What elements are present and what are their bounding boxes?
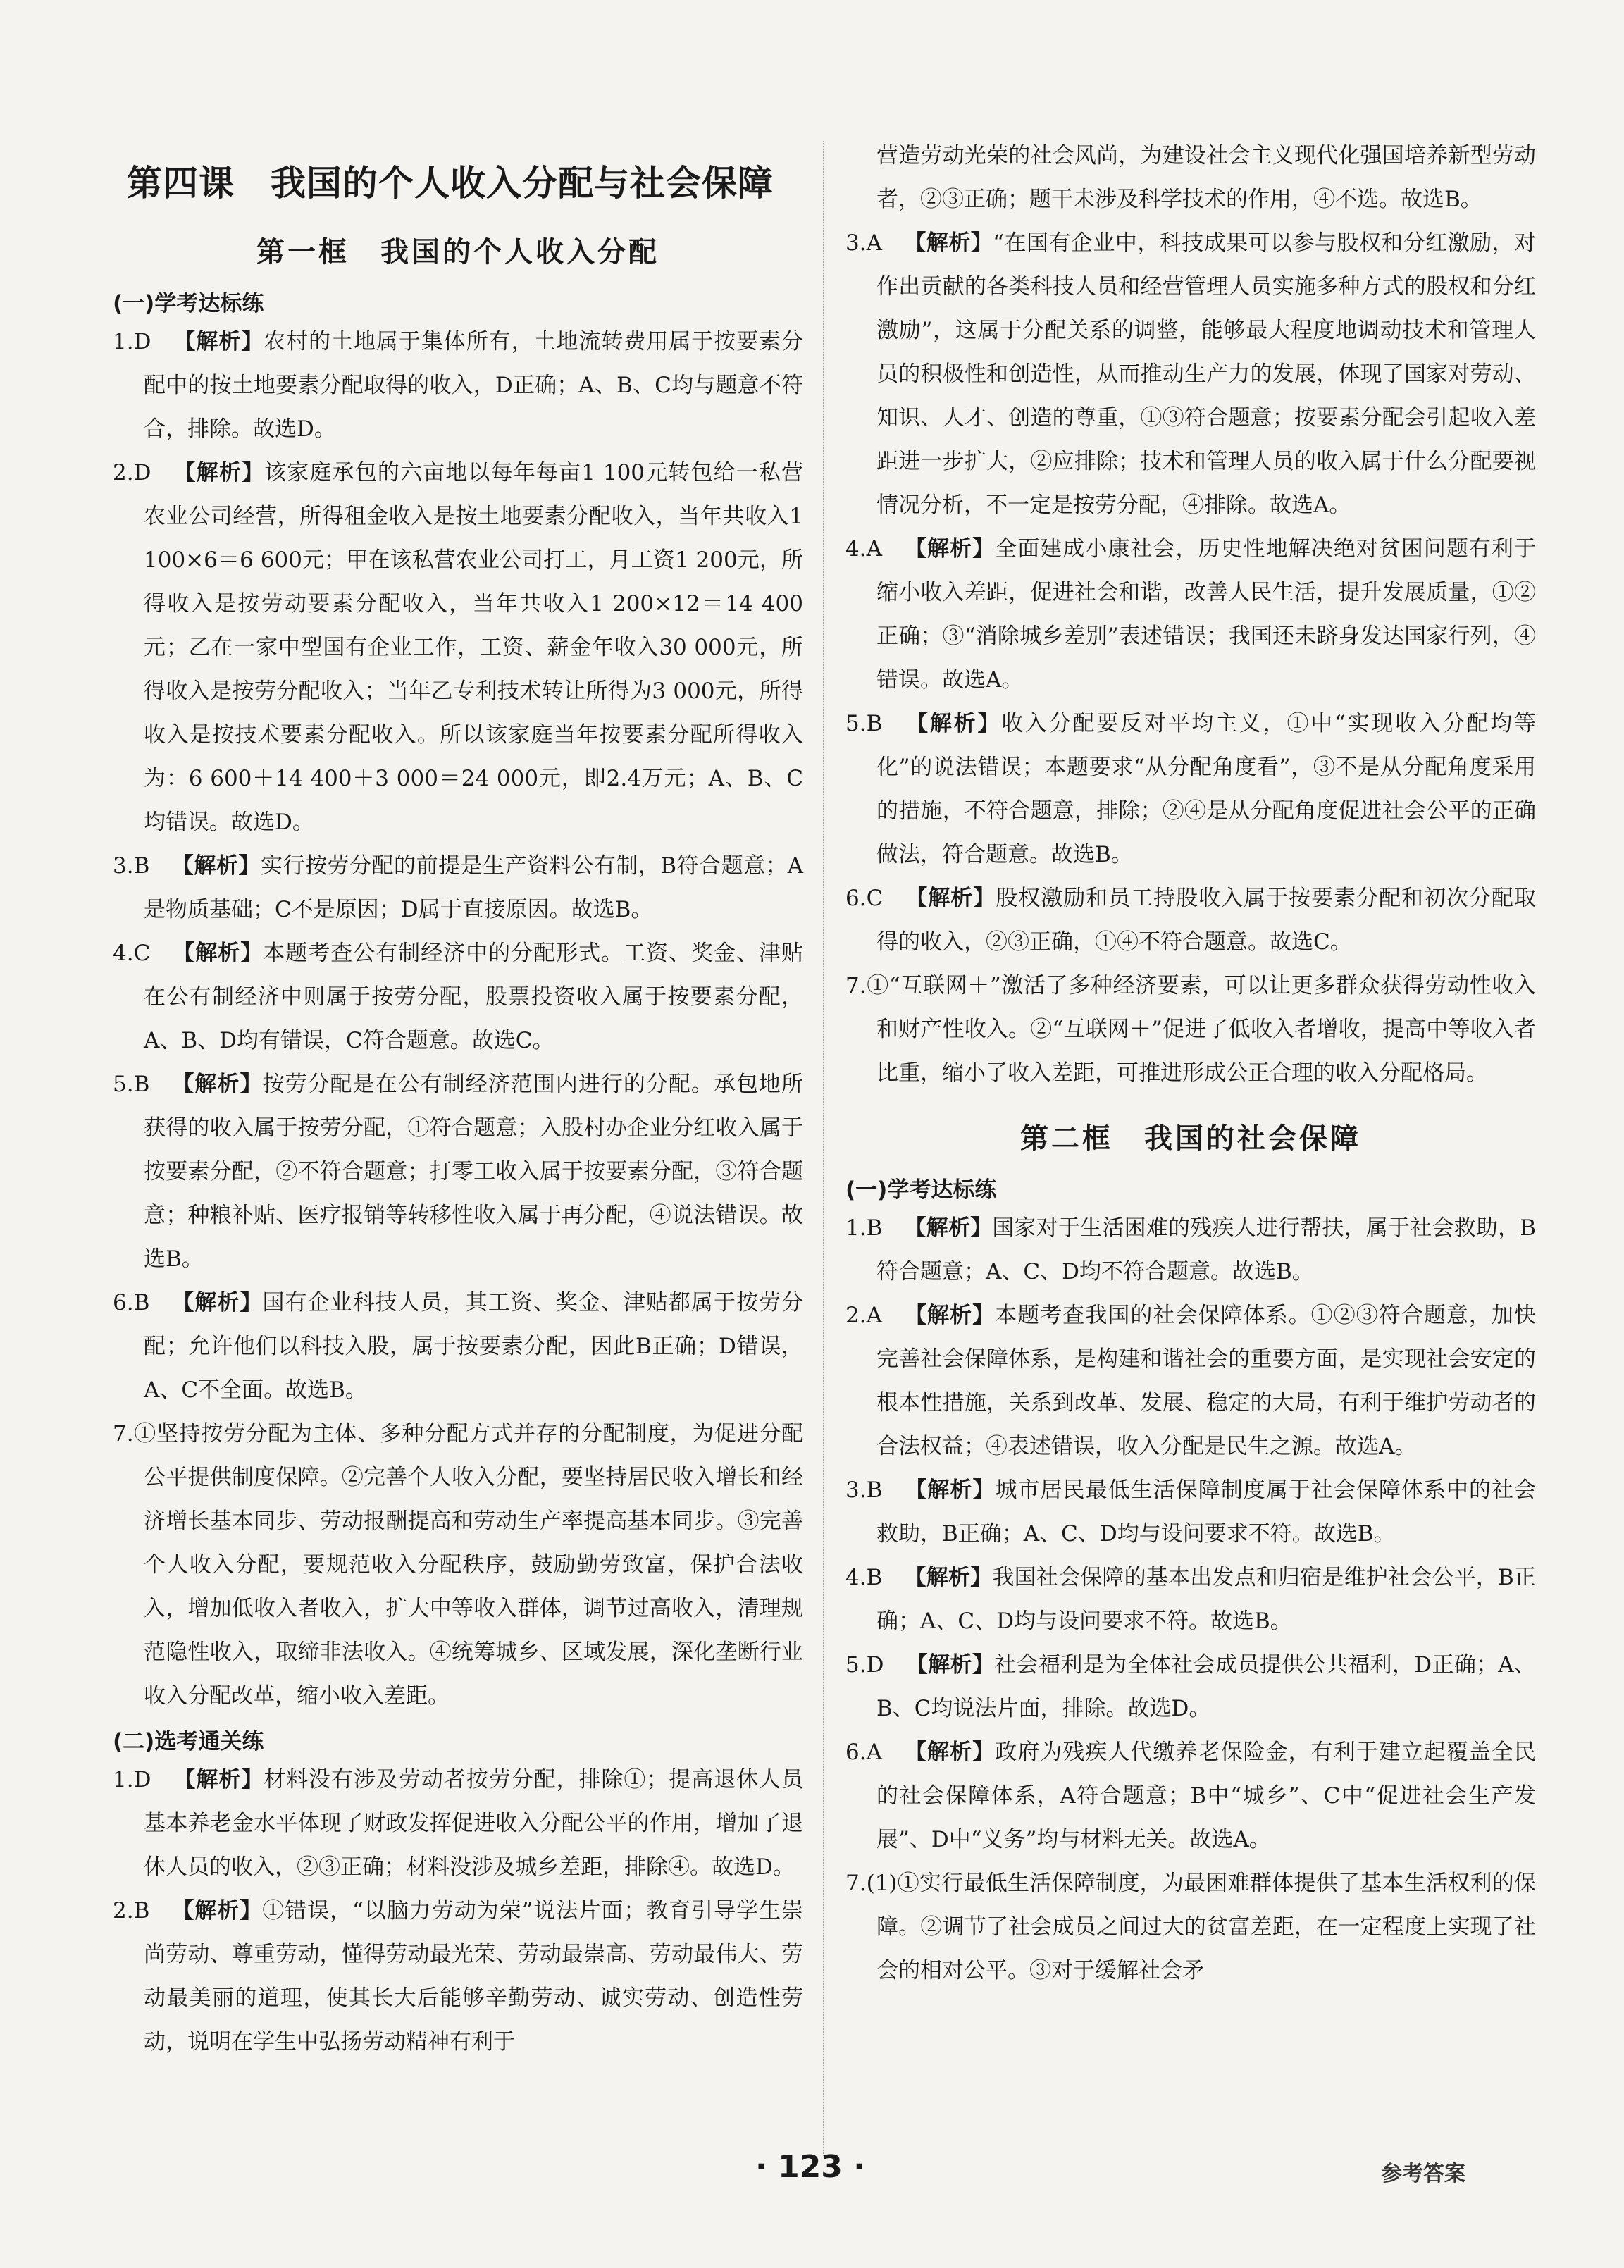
answer-text: 社会福利是为全体社会成员提供公共福利，D正确；A、B、C均说法片面，排除。故选D。 — [876, 1652, 1536, 1721]
lesson-title: 第四课 我国的个人收入分配与社会保障 — [127, 163, 774, 204]
jiexi-label: 【解析】 — [173, 460, 265, 485]
answer-item — [845, 527, 1536, 702]
answer-item — [845, 221, 1536, 527]
answer-number: 3.B — [845, 1477, 905, 1503]
answer-item — [845, 702, 1536, 876]
answer-item — [113, 1412, 803, 1718]
jiexi-label: 【解析】 — [905, 1652, 995, 1678]
answer-number: 3.A — [845, 230, 904, 256]
answer-item — [113, 931, 803, 1062]
frame2-sec1-list — [845, 1206, 1536, 1993]
frame1-sec2-head: (二)选考通关练 — [113, 1729, 264, 1754]
jiexi-label: 【解析】 — [905, 886, 996, 911]
answer-item — [845, 1643, 1536, 1730]
jiexi-label: 【解析】 — [171, 1898, 263, 1923]
answer-number: 7. — [845, 1871, 867, 1896]
jiexi-label: 【解析】 — [903, 1303, 996, 1328]
page-number: · 123 · — [755, 2149, 865, 2185]
answer-number: 1.D — [113, 329, 173, 354]
answer-number: 5.B — [113, 1072, 172, 1097]
answer-item — [845, 964, 1536, 1095]
answer-text: 我国社会保障的基本出发点和归宿是维护社会公平，B正确；A、C、D均与设问要求不符。故选B。 — [876, 1565, 1537, 1634]
answer-text: 该家庭承包的六亩地以每年每亩1 100元转包给一私营农业公司经营，所得租金收入是按土地要素分配收入，当年共收入1 100×6＝6 600元；甲在该私营农业公司打工，月工资1 200元，所得收入是按劳动要素分配收入，当年共收入1 200×12＝14 400元；乙在一家中型国有企业工作，工资、薪金年收入30 000元，所得收入是按劳分配收入；当年乙专利技术转让所得为3 000元，所得收入是按技术要素分配收入。所以该家庭当年按要素分配所得收入为：6 600＋14 400＋3 000＝24 000元，即2.4万元；A、B、C均错误。故选D。 — [144, 460, 804, 835]
answer-text: 股权激励和员工持股收入属于按要素分配和初次分配取得的收入，②③正确，①④不符合题意。故选C。 — [876, 886, 1537, 955]
answer-number: 4.B — [845, 1565, 905, 1590]
answer-text: 国有企业科技人员，其工资、奖金、津贴都属于按劳分配；允许他们以科技入股，属于按要素分配，因此B正确；D错误，A、C不全面。故选B。 — [144, 1290, 804, 1403]
answer-text: 按劳分配是在公有制经济范围内进行的分配。承包地所获得的收入属于按劳分配，①符合题意；入股村办企业分红收入属于按要素分配，②不符合题意；打零工收入属于按要素分配，③符合题意；种粮补贴、医疗报销等转移性收入属于再分配，④说法错误。故选B。 — [144, 1072, 804, 1272]
answer-text: (1)①实行最低生活保障制度，为最困难群体提供了基本生活权利的保障。②调节了社会成员之间过大的贫富差距，在一定程度上实现了社会的相对公平。③对于缓解社会矛 — [866, 1871, 1536, 1983]
frame2-title: 第二框 我国的社会保障 — [1020, 1122, 1361, 1155]
answer-number: 1.D — [113, 1767, 173, 1792]
jiexi-label: 【解析】 — [171, 1290, 263, 1315]
answer-item — [845, 1206, 1536, 1294]
answer-text: 农村的土地属于集体所有，土地流转费用属于按要素分配中的按土地要素分配取得的收入，D正确；A、B、C均与题意不符合，排除。故选D。 — [144, 329, 804, 442]
answer-item — [845, 1730, 1536, 1861]
jiexi-label: 【解析】 — [173, 1767, 264, 1792]
answer-item — [845, 1556, 1536, 1643]
column-divider — [823, 141, 824, 2156]
answer-item — [113, 320, 803, 451]
answer-number: 5.B — [845, 711, 905, 736]
answer-number: 5.D — [845, 1652, 906, 1678]
answer-text: ①错误，“以脑力劳动为荣”说法片面；教育引导学生崇尚劳动、尊重劳动，懂得劳动最光荣、劳动最崇高、劳动最伟大、劳动最美丽的道理，使其长大后能够辛勤劳动、诚实劳动、创造性劳动，说明在学生中弘扬劳动精神有利于 — [144, 1898, 804, 2055]
frame1-sec1-head: (一)学考达标练 — [113, 291, 264, 316]
answer-text: ①坚持按劳分配为主体、多种分配方式并存的分配制度，为促进分配公平提供制度保障。②完善个人收入分配，要坚持居民收入增长和经济增长基本同步、劳动报酬提高和劳动生产率提高基本同步。③完善个人收入分配，要规范收入分配秩序，鼓励勤劳致富，保护合法收入，增加低收入者收入，扩大中等收入群体，调节过高收入，清理规范隐性收入，取缔非法收入。④统筹城乡、区域发展，深化垄断行业收入分配改革，缩小收入差距。 — [133, 1421, 803, 1709]
jiexi-label: 【解析】 — [173, 329, 264, 354]
answer-number: 1.B — [845, 1215, 905, 1241]
answer-text: 全面建成小康社会，历史性地解决绝对贫困问题有利于缩小收入差距，促进社会和谐，改善人民生活，提升发展质量，①②正确；③“消除城乡差别”表述错误；我国还未跻身发达国家行列，④错误。故选A。 — [876, 536, 1537, 693]
jiexi-label: 【解析】 — [904, 1565, 993, 1590]
answer-number: 4.A — [845, 536, 904, 562]
jiexi-label: 【解析】 — [904, 1477, 996, 1503]
answer-number: 7. — [845, 973, 867, 998]
jiexi-label: 【解析】 — [903, 230, 993, 256]
answer-item — [845, 1294, 1536, 1468]
answer-item — [113, 1889, 803, 2064]
answer-number: 6.C — [845, 886, 905, 911]
answer-number: 6.A — [845, 1740, 904, 1765]
answer-text: 营造劳动光荣的社会风尚，为建设社会主义现代化强国培养新型劳动者，②③正确；题干未涉及科学技术的作用，④不选。故选B。 — [876, 143, 1536, 212]
answer-item — [845, 134, 1536, 221]
answer-text: 政府为残疾人代缴养老保险金，有利于建立起覆盖全民的社会保障体系，A符合题意；B中“城乡”、C中“促进社会生产发展”、D中“义务”均与材料无关。故选A。 — [876, 1740, 1537, 1852]
answer-text: “在国有企业中，科技成果可以参与股权和分红激励，对作出贡献的各类科技人员和经营管理人员实施多种方式的股权和分红激励”，这属于分配关系的调整，能够最大程度地调动技术和管理人员的积极性和创造性，从而推动生产力的发展，体现了国家对劳动、知识、人才、创造的尊重，①③符合题意；按要素分配会引起收入差距进一步扩大，②应排除；技术和管理人员的收入属于什么分配要视情况分析，不一定是按劳分配，④排除。故选A。 — [876, 230, 1536, 518]
answer-item — [113, 451, 803, 844]
answer-number: 2.B — [113, 1898, 172, 1923]
answer-text: ①“互联网＋”激活了多种经济要素，可以让更多群众获得劳动性收入和财产性收入。②“互联网＋”促进了低收入者增收，提高中等收入者比重，缩小了收入差距，可推进形成公正合理的收入分配格局。 — [866, 973, 1536, 1086]
answer-item — [113, 1062, 803, 1281]
frame1-sec2-list-right — [845, 134, 1536, 1095]
answer-number: 6.B — [113, 1290, 172, 1315]
answer-text: 国家对于生活困难的残疾人进行帮扶，属于社会救助，B符合题意；A、C、D均不符合题意。故选B。 — [876, 1215, 1537, 1284]
jiexi-label: 【解析】 — [903, 536, 996, 562]
answer-number: 4.C — [113, 941, 173, 966]
footer-label: 参考答案 — [1381, 2162, 1465, 2186]
answer-number: 2.D — [113, 460, 173, 485]
jiexi-label: 【解析】 — [904, 711, 1002, 736]
right-column — [845, 134, 1536, 1993]
answer-item — [845, 1861, 1536, 1993]
answer-item — [113, 1281, 803, 1412]
answer-text: 本题考查公有制经济中的分配形式。工资、奖金、津贴在公有制经济中则属于按劳分配，股票投资收入属于按要素分配，A、B、D均有错误，C符合题意。故选C。 — [144, 941, 804, 1053]
answer-text: 实行按劳分配的前提是生产资料公有制，B符合题意；A是物质基础；C不是原因；D属于直接原因。故选B。 — [144, 853, 804, 922]
answer-text: 材料没有涉及劳动者按劳分配，排除①；提高退休人员基本养老金水平体现了财政发挥促进收入分配公平的作用，增加了退休人员的收入，②③正确；材料没涉及城乡差距，排除④。故选D。 — [144, 1767, 804, 1880]
answer-text: 本题考查我国的社会保障体系。①②③符合题意，加快完善社会保障体系，是构建和谐社会的重要方面，是实现社会安定的根本性措施，关系到改革、发展、稳定的大局，有利于维护劳动者的合法权益；④表述错误，收入分配是民生之源。故选A。 — [876, 1303, 1537, 1459]
answer-item — [113, 844, 803, 931]
jiexi-label: 【解析】 — [904, 1215, 993, 1241]
jiexi-label: 【解析】 — [172, 941, 264, 966]
frame1-sec1-list — [113, 320, 803, 1718]
answer-text: 收入分配要反对平均主义，①中“实现收入分配均等化”的说法错误；本题要求“从分配角度看”，③不是从分配角度采用的措施，不符合题意，排除；②④是从分配角度促进社会公平的正确做法，符合题意。故选B。 — [876, 711, 1536, 867]
frame2-sec1-head: (一)学考达标练 — [845, 1177, 997, 1203]
frame1-sec2-list-left — [113, 1758, 803, 2064]
answer-number: 3.B — [113, 853, 172, 879]
jiexi-label: 【解析】 — [171, 853, 261, 879]
answer-item — [845, 876, 1536, 964]
answer-item — [113, 1758, 803, 1889]
frame1-title: 第一框 我国的个人收入分配 — [256, 235, 659, 268]
answer-text: 城市居民最低生活保障制度属于社会保障体系中的社会救助，B正确；A、C、D均与设问要求不符。故选B。 — [876, 1477, 1537, 1547]
jiexi-label: 【解析】 — [903, 1740, 996, 1765]
answer-item — [845, 1468, 1536, 1556]
jiexi-label: 【解析】 — [171, 1072, 263, 1097]
answer-number: 7. — [113, 1421, 134, 1446]
answer-number: 2.A — [845, 1303, 904, 1328]
left-column — [113, 134, 803, 2064]
